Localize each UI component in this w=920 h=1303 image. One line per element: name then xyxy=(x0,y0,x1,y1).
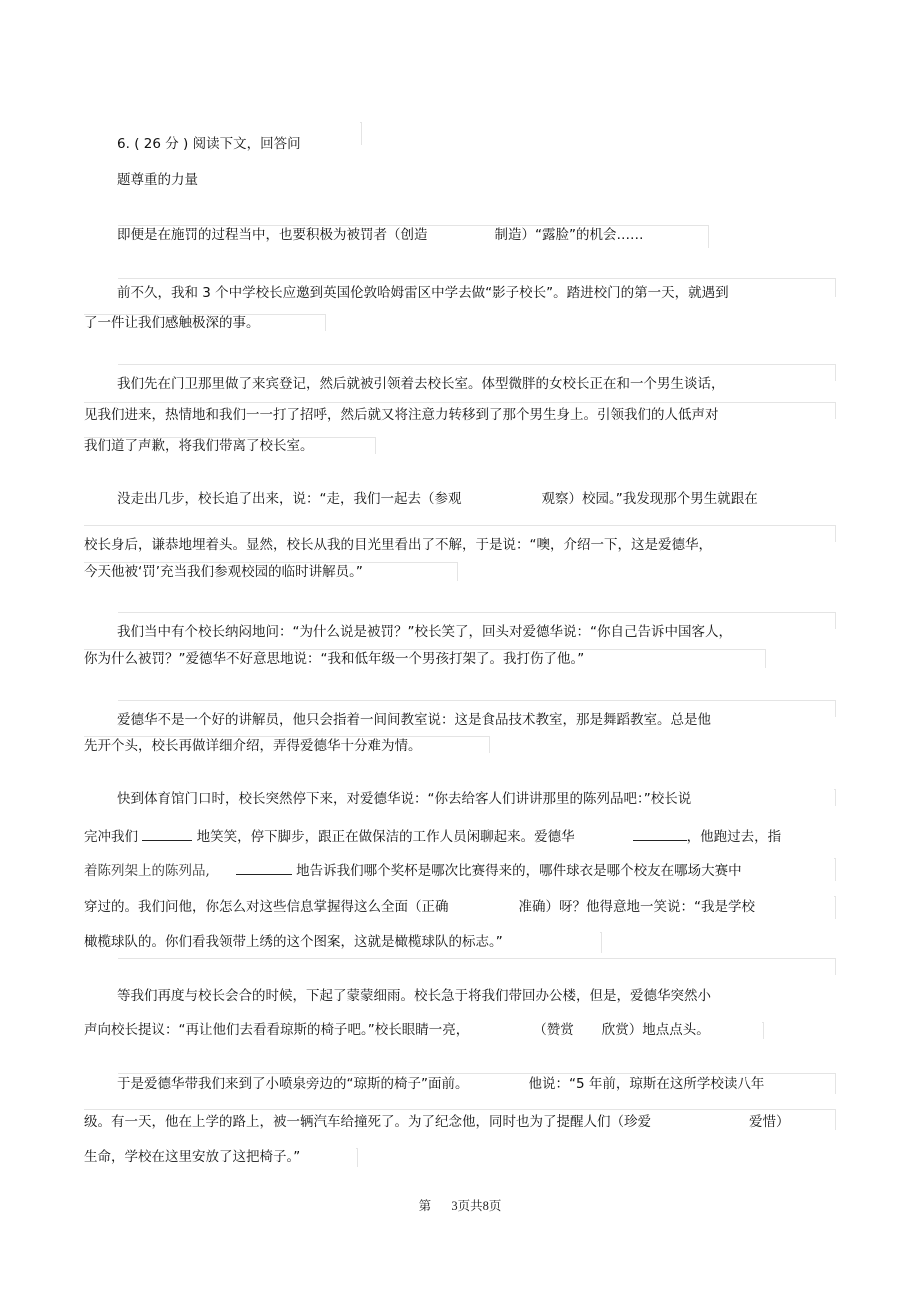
frame-line xyxy=(356,1148,358,1167)
passage-line-8: 校长身后，谦恭地埋着头。显然，校长从我的目光里看出了不解，于是说：“噢，介绍一下，这是爱德华， xyxy=(84,537,712,553)
passage-line-19: 等我们再度与校长会合的时候，下起了蒙蒙细雨。校长急于将我们带回办公楼，但是，爱德华突然小 xyxy=(117,988,711,1004)
line-16-part-a: 着陈列架上的陈列品, xyxy=(84,863,210,879)
passage-line-2: 前不久，我和 3 个中学校长应邀到英国伦敦哈姆雷区中学去做“影子校长”。踏进校门的第一天，就遇到 xyxy=(117,285,729,301)
frame-line xyxy=(834,858,836,881)
line-22-part-b: 爱惜） xyxy=(749,1114,790,1130)
passage-line-15 xyxy=(84,826,781,847)
frame-line xyxy=(762,1022,764,1039)
passage-line-21 xyxy=(117,1074,764,1094)
line-22-part-a: 级。有一天，他在上学的路上，被一辆汽车给撞死了。为了纪念他，同时也为了提醒人们（珍爱 xyxy=(84,1114,651,1130)
line-7-part-b: 观察）校园。”我发现那个男生就跟在 xyxy=(541,491,758,507)
passage-line-11: 你为什么被罚？”爱德华不好意思地说：“我和低年级一个男孩打架了。我打伤了他。” xyxy=(84,651,585,667)
footer-current-page: 3 xyxy=(451,1199,458,1213)
footer-suffix: 页 xyxy=(488,1199,502,1213)
frame-line xyxy=(834,896,836,919)
answer-blank-2[interactable] xyxy=(633,826,687,841)
passage-line-12: 爱德华不是一个好的讲解员，他只会指着一间间教室说：这是食品技术教室，那是舞蹈教室。总是他 xyxy=(117,712,711,728)
passage-line-16 xyxy=(84,860,742,881)
line-20-part-c: 欣赏）地点点头。 xyxy=(601,1022,710,1038)
line-15-part-a: 完冲我们 xyxy=(84,829,138,845)
answer-blank-1[interactable] xyxy=(142,826,192,841)
passage-line-5: 见我们进来，热情地和我们一一打了招呼，然后就又将注意力转移到了那个男生身上。引领我们的人低声对 xyxy=(84,407,719,423)
line-15-part-b: 地笑笑，停下脚步，跟正在做保洁的工作人员闲聊起来。爱德华 xyxy=(196,829,575,845)
footer-prefix: 第 xyxy=(418,1199,432,1213)
passage-line-10: 我们当中有个校长纳闷地问：“为什么说是被罚？”校长笑了，回头对爱德华说：“你自己告诉中国客人， xyxy=(117,624,732,640)
passage-line-14: 快到体育馆门口时，校长突然停下来，对爱德华说：“你去给客人们讲讲那里的陈列品吧：”校长说 xyxy=(117,791,692,807)
frame-line xyxy=(834,789,836,806)
passage-line-17 xyxy=(84,897,755,917)
frame-line xyxy=(600,932,602,953)
question-number: 6. xyxy=(117,136,130,152)
passage-line-22 xyxy=(84,1112,790,1132)
line-21-part-b: 他说：“5 年前，琼斯在这所学校读八年 xyxy=(528,1076,765,1092)
line-7-part-a: 没走出几步，校长追了出来，说：“走，我们一起去（参观 xyxy=(117,491,462,507)
passage-line-23: 生命，学校在这里安放了这把椅子。” xyxy=(84,1149,301,1165)
line-16-part-b: 地告诉我们哪个奖杯是哪次比赛得来的，哪件球衣是哪个校友在哪场大赛中 xyxy=(296,863,742,879)
footer-middle: 页共 xyxy=(457,1199,483,1213)
answer-blank-3[interactable] xyxy=(236,860,292,875)
passage-line-20 xyxy=(84,1020,710,1040)
passage-line-1 xyxy=(117,225,644,245)
passage-line-4: 我们先在门卫那里做了来宾登记，然后就被引领着去校长室。体型微胖的女校长正在和一个男生谈话， xyxy=(117,376,725,392)
line-21-part-a: 于是爱德华带我们来到了小喷泉旁边的“琼斯的椅子”面前。 xyxy=(117,1076,469,1092)
line-1-part-a: 即便是在施罚的过程当中，也要积极为被罚者（创造 xyxy=(117,227,428,243)
line-17-part-b: 准确）呀？他得意地一笑说：“我是学校 xyxy=(518,899,755,915)
question-score: ( 26 分 ) 阅读下文，回答问 xyxy=(134,136,301,152)
line-20-part-a: 声向校长提议：“再让他们去看看琼斯的椅子吧。”校长眼睛一亮， xyxy=(84,1022,470,1038)
frame-line xyxy=(118,958,836,975)
line-15-part-c: ，他跑过去，指 xyxy=(686,829,782,845)
page-footer xyxy=(0,1196,920,1214)
line-17-part-a: 穿过的。我们问他，你怎么对这些信息掌握得这么全面（正确 xyxy=(84,899,449,915)
question-header xyxy=(117,134,301,154)
passage-line-6: 我们道了声歉，将我们带离了校长室。 xyxy=(84,438,314,454)
line-20-part-b: （赞赏 xyxy=(533,1022,574,1038)
passage-line-3: 了一件让我们感触极深的事。 xyxy=(84,315,260,331)
frame-line xyxy=(360,122,362,145)
passage-line-18: 橄榄球队的。你们看我领带上绣的这个图案，这就是橄榄球队的标志。” xyxy=(84,934,503,950)
passage-line-7 xyxy=(117,489,758,509)
line-1-part-b: 制造）“露脸”的机会…… xyxy=(494,227,644,243)
passage-line-13: 先开个头，校长再做详细介绍，弄得爱德华十分难为情。 xyxy=(84,738,422,754)
passage-line-9: 今天他被‘罚’充当我们参观校园的临时讲解员。” xyxy=(84,564,363,580)
footer-total-pages: 8 xyxy=(482,1199,489,1213)
question-title: 题尊重的力量 xyxy=(117,172,198,188)
